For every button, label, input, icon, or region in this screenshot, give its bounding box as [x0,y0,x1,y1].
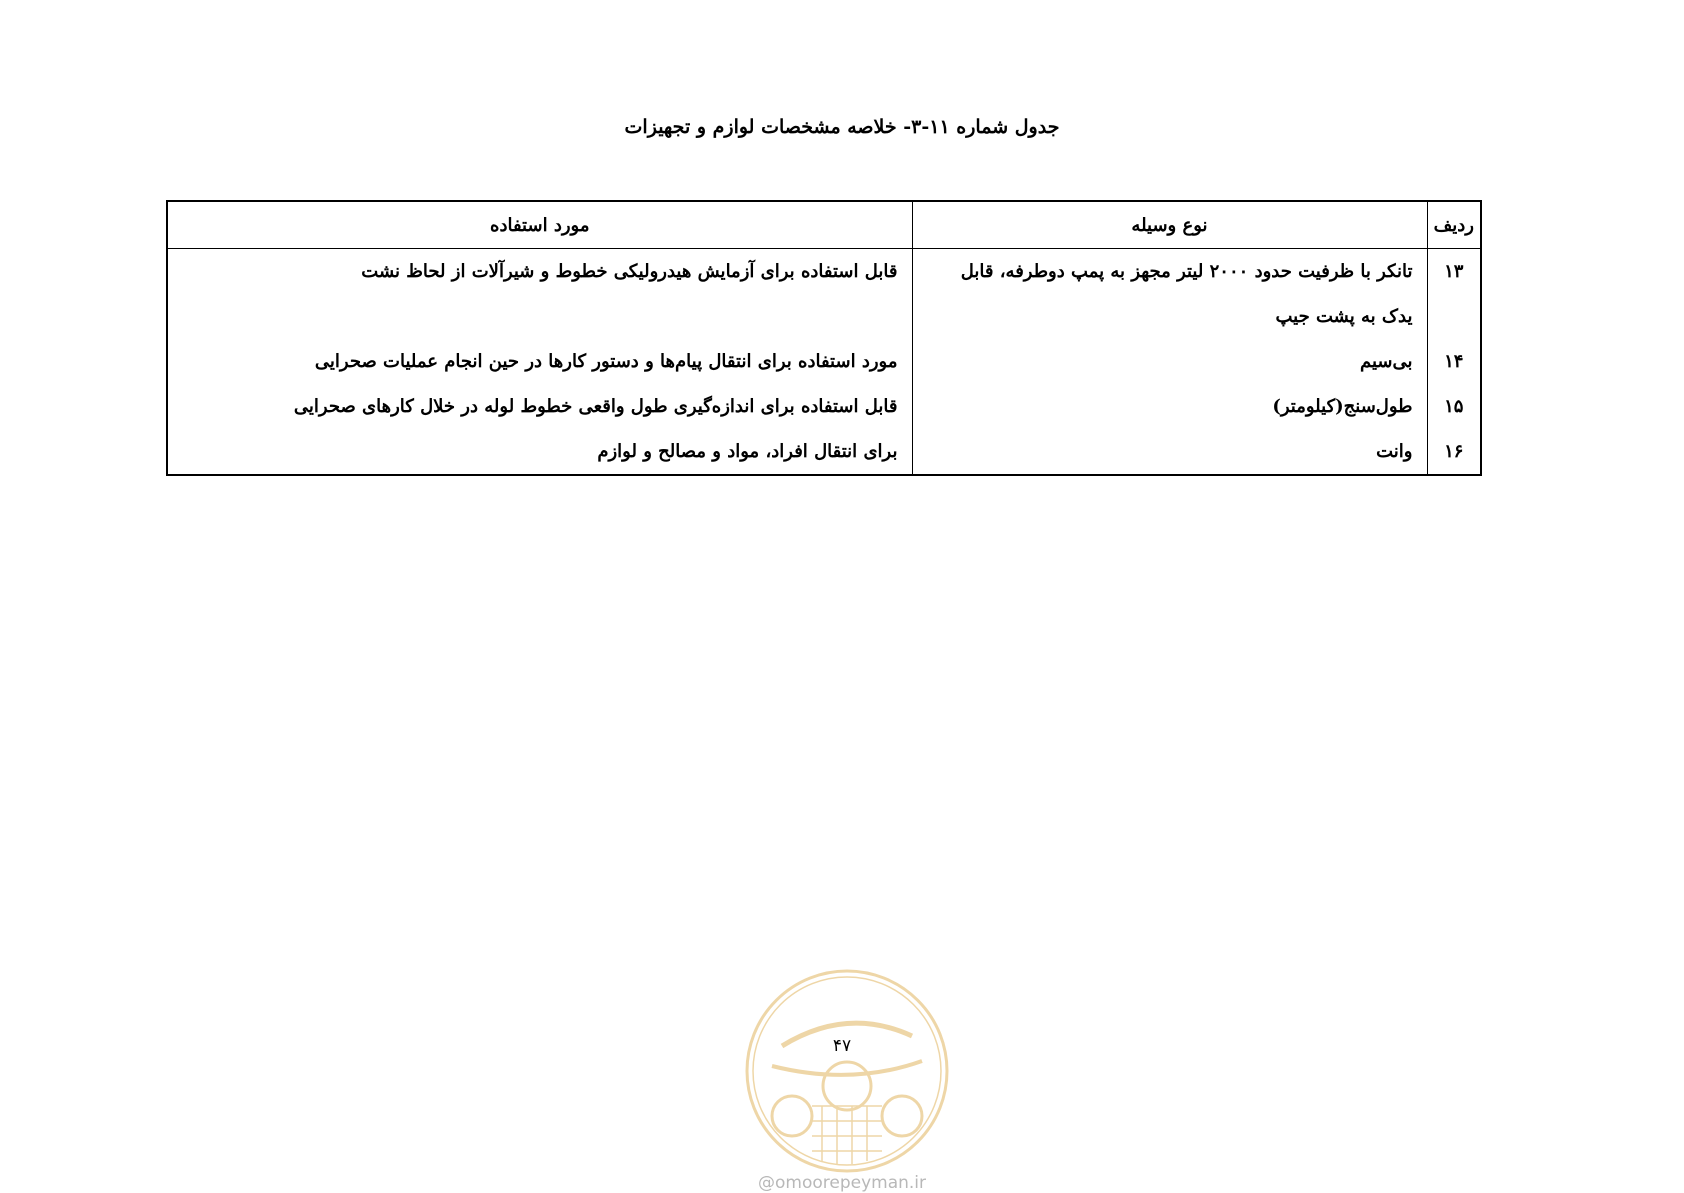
watermark-site: @omoorepeyman.ir [757,1173,927,1193]
table-header-row [167,201,1481,249]
equipment-usage: مورد استفاده برای انتقال پیام‌ها و دستور کارها در حین انجام عملیات صحرایی [167,339,912,384]
header-usage: مورد استفاده [167,201,912,249]
equipment-usage: برای انتقال افراد، مواد و مصالح و لوازم [167,429,912,475]
header-equipment-type: نوع وسیله [912,201,1427,249]
table-caption: جدول شماره ۱۱-۳- خلاصه مشخصات لوازم و تجهیزات [624,116,1060,138]
header-row-number: ردیف [1427,201,1481,249]
equipment-usage: قابل استفاده برای آزمایش هیدرولیکی خطوط و شیرآلات از لحاظ نشت [167,249,912,295]
page-number: ۴۷ [832,1036,852,1056]
equipment-type: بی‌سیم [912,339,1427,384]
row-number [1427,294,1481,339]
table-row [167,429,1481,475]
watermark-logo-icon [742,966,952,1176]
row-number: ۱۴ [1427,339,1481,384]
table-row [167,339,1481,384]
equipment-usage: قابل استفاده برای اندازه‌گیری طول واقعی خطوط لوله در خلال کارهای صحرایی [167,384,912,429]
equipment-type: وانت [912,429,1427,475]
table-row [167,294,1481,339]
row-number: ۱۵ [1427,384,1481,429]
table-row [167,384,1481,429]
equipment-type: طول‌سنج(کیلومتر) [912,384,1427,429]
equipment-type: یدک به پشت جیپ [912,294,1427,339]
equipment-type: تانکر با ظرفیت حدود ۲۰۰۰ لیتر مجهز به پمپ دوطرفه، قابل [912,249,1427,295]
row-number: ۱۶ [1427,429,1481,475]
table-row [167,249,1481,295]
equipment-table [166,200,1482,476]
equipment-usage [167,294,912,339]
row-number: ۱۳ [1427,249,1481,295]
